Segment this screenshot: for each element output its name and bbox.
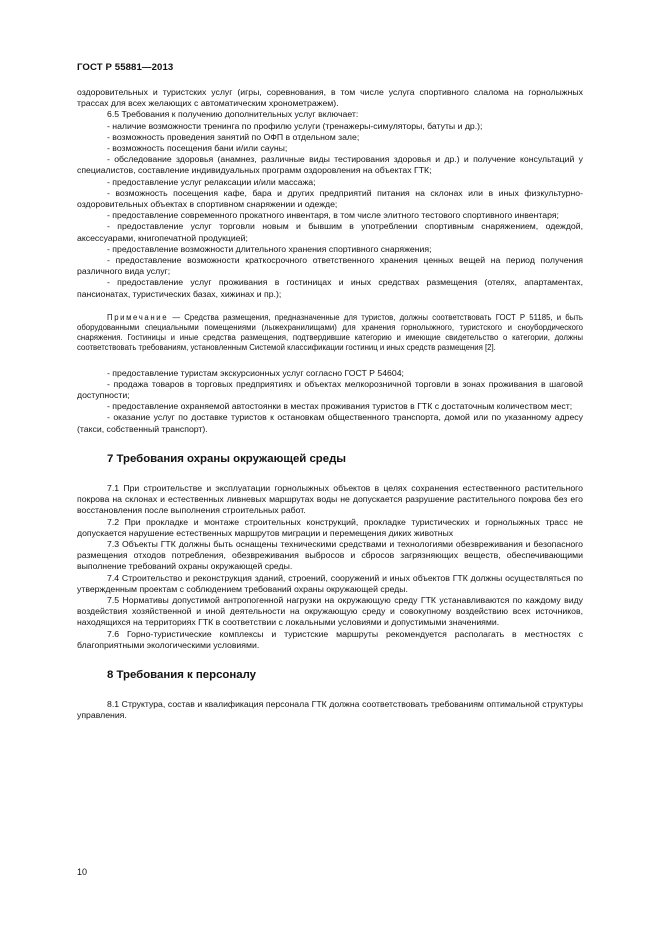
list-item: - наличие возможности тренинга по профилю услуги (тренажеры-симуляторы, батуты и др.); (107, 120, 483, 131)
list-item: - предоставление возможности краткосрочного ответственного хранения ценных вещей на период получения различного вида услуг; (77, 255, 583, 277)
list-item: - оказание услуг по доставке туристов к остановкам общественного транспорта, домой или по указанному адресу (такси, собственный транспорт). (77, 412, 583, 434)
paragraph-7-3: 7.3 Объекты ГТК должны быть оснащены техническими средствами и технологиями обезвреживания и безопасного размещения отходов потребления, обезвреживания выбросов и сбросов загрязняющих веществ, обеспечивающими выполнение требований охраны окружающей среды. (77, 538, 583, 572)
list-item: - предоставление услуг проживания в гостиницах и иных средствах размещения (отелях, апартаментах, пансионатах, туристических базах, хижинах и пр.); (77, 277, 583, 299)
document-header: ГОСТ Р 55881—2013 (77, 62, 174, 73)
paragraph: оздоровительных и туристских услуг (игры, соревнования, в том числе услуга спортивного слалома на горнолыжных трассах для всех желающих с автоматическим хронометражем). (77, 87, 583, 109)
list-item: - предоставление охраняемой автостоянки в местах проживания туристов в ГТК с достаточным количеством мест; (107, 401, 573, 412)
paragraph-7-6: 7.6 Горно-туристические комплексы и туристские маршруты рекомендуется располагать в местностях с благоприятными экологическими условиями. (77, 628, 583, 650)
list-item: - возможность посещения бани и/или сауны; (107, 143, 288, 154)
list-item: - обследование здоровья (анамнез, различные виды тестирования здоровья и др.) и получение консультаций у специалистов, составление индивидуальных программ оздоровления на объектах ГТК; (77, 154, 583, 176)
list-item: - возможность проведения занятий по ОФП в отдельном зале; (107, 131, 360, 142)
list-item: - предоставление туристам экскурсионных услуг согласно ГОСТ Р 54604; (107, 367, 404, 378)
section-7-heading: 7 Требования охраны окружающей среды (107, 452, 347, 465)
list-item: - предоставление современного прокатного инвентаря, в том числе элитного тестового спортивного инвентаря; (107, 210, 559, 221)
document-body (77, 87, 583, 721)
section-8-heading: 8 Требования к персоналу (107, 668, 257, 681)
note-text: — Средства размещения, предназначенные для туристов, должны соответствовать ГОСТ Р 51185, и быть оборудованными специальными помещениями (лыжехранилищами) для хранения горнолыжного, туристского и сноубордического снаряжения. Гостиницы и иные средства размещения, подтвердившие категорию и имеющие свидетельство о категории, должны соответствовать требованиям, установленным Системой классификации гостиниц и иных средств размещения [2]. (77, 312, 583, 353)
paragraph: 6.5 Требования к получению дополнительных услуг включает: (107, 109, 359, 120)
note-label: Примечание (107, 312, 169, 322)
note (77, 313, 583, 354)
list-item: - продажа товаров в торговых предприятиях и объектах мелкорозничной торговли в зонах проживания в шаговой доступности; (77, 378, 583, 401)
paragraph-7-5: 7.5 Нормативы допустимой антропогенной нагрузки на окружающую среду ГТК устанавливаются по каждому виду воздействия хозяйственной и иной деятельности на окружающую среду и совокупному воздействию всех источников, находящихся на территориях ГТК в соответствии с локальными условиями и допустимыми значениями. (77, 594, 583, 628)
list-item: - предоставление услуг торговли новым и бывшим в употреблении спортивным снаряжением, одеждой, аксессуарами, книгопечатной продукцией; (77, 221, 583, 243)
paragraph-7-4: 7.4 Строительство и реконструкция зданий, строений, сооружений и иных объектов ГТК должны осуществляться по утвержденным проектам с соблюдением требований охраны окружающей среды. (77, 572, 583, 594)
list-item: - предоставление возможности длительного хранения спортивного снаряжения; (107, 243, 432, 254)
list-item: - возможность посещения кафе, бара и других предприятий питания на склонах или в иных физкультурно-оздоровительных объектах в спортивном снаряжении и одежде; (77, 187, 583, 210)
page-number: 10 (77, 867, 88, 877)
paragraph-7-1: 7.1 При строительстве и эксплуатации горнолыжных объектов в целях сохранения естественного растительного покрова на склонах и естественных ливневых маршрутах воды не допускается разрушение растительного покрова без его восстановления после выполнения строительных работ. (77, 482, 583, 516)
list-item: - предоставление услуг релаксации и/или массажа; (107, 176, 316, 187)
paragraph-8-1: 8.1 Структура, состав и квалификация персонала ГТК должна соответствовать требованиям оптимальной структуры управления. (77, 698, 583, 721)
paragraph-7-2: 7.2 При прокладке и монтаже строительных конструкций, прокладке туристических и горнолыжных трасс не допускается нарушение естественных маршрутов миграции и перемещения диких животных (77, 516, 583, 538)
